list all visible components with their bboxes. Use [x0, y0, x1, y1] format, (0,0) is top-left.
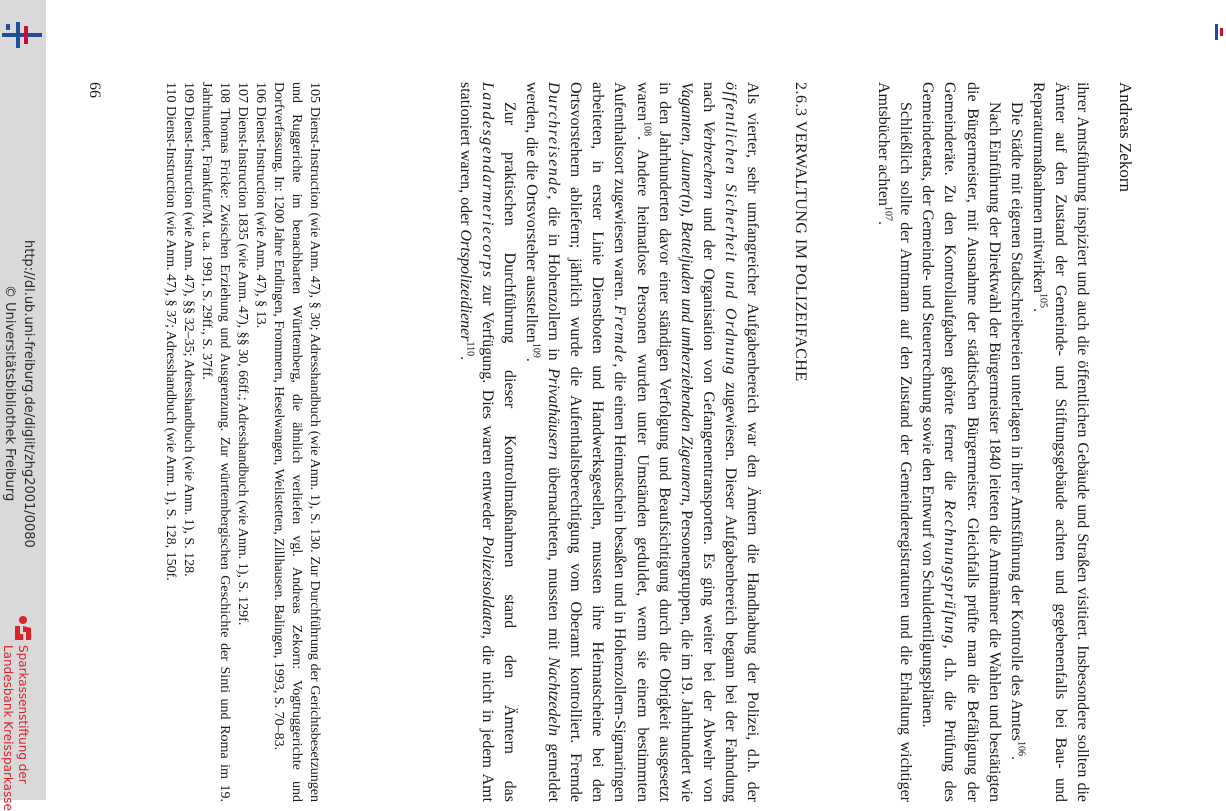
paragraph: Die Städte mit eigenen Stadtschreibereien unterlagen in ihrer Amtsführung der Kontrolle des Amtes$^{106}$.: [1007, 102, 1027, 760]
footnote: 105 Dienst-Instruction (wie Anm. 47), § 30; Adresshandbuch (wie Anm. 1), S. 130. Zur Durchführung der Gerichtsbesetzungen und Ruggerichte im benachbarten Württemberg, die ähnlich verliefen vgl. Andreas Zekorn: Vogtruggerichte und Dorfverfassung. In: 1200 Jahre Endingen, Frommern, Heselwangen, Weilstetten, Zillhausen. Balingen, 1993, S. 70–83.: [271, 82, 322, 802]
sparkasse-logo-icon: [12, 614, 34, 644]
footnote: 106 Dienst-Instruction (wie Anm. 47), § 13.: [253, 82, 268, 329]
body-text-upper: [872, 82, 1093, 802]
paragraph: ihrer Amtsführung inspiziert und auch die öffentlichen Gebäude und Straßen visitiert. Insbesondere sollten die Ämter auf den Zustand der Gemeinde- und Stiftungsgebäude achten und gegebenenfalls bei Bau- und Reparaturmaßnahmen mitwirken$^{105}$.: [1029, 82, 1091, 802]
footnote: 110 Dienst-Instruction (wie Anm. 47), § 37; Adresshandbuch (wie Anm. 1), S. 128, 150f.: [163, 82, 178, 581]
corner-logo-icon: [1214, 24, 1224, 40]
body-text-lower: [454, 82, 763, 802]
footnote-ref: 107: [882, 205, 894, 221]
footnote-ref: 106: [1015, 740, 1027, 756]
section-heading: 2.6.3 VERWALTUNG IM POLIZEIFACHE: [792, 82, 809, 382]
sponsor-line-1: Sparkassenstiftung der: [16, 645, 30, 784]
footnote: 107 Dienst-Instruction 1835 (wie Anm. 47), §§ 30, 66ff.; Adresshandbuch (wie Anm. 1), S. 129f.: [235, 82, 250, 626]
footnote-ref: 109: [530, 342, 542, 358]
footnotes: [161, 82, 323, 802]
footnote: 108 Thomas Fricke: Zwischen Erziehung und Ausgrenzung. Zur württembergischen Geschichte der Sinti und Roma im 19. Jahrhundert, Frankfurt/M. u.a. 1991, S. 29ff., S. 37ff.: [199, 82, 232, 802]
library-logo-icon: [2, 20, 42, 50]
scanned-page: [39, 82, 1135, 802]
copyright-line: © Universitätsbibliothek Freiburg: [2, 285, 17, 502]
digitization-url[interactable]: http://dl.ub.uni-freiburg.de/diglit/zhg2001/0080: [21, 240, 36, 548]
paragraph: Zur praktischen Durchführung dieser Kontrollmaßnahmen stand den Ämtern das Landesgendarmeriecorps zur Verfügung. Dies waren entweder Polizeisoldaten, die nicht in jedem Amt stationiert waren, oder Ortspolizeidiener$^{110}$.: [456, 82, 518, 803]
footnote-ref: 108: [640, 121, 652, 137]
paragraph: Als vierter, sehr umfangreicher Aufgabenbereich war den Ämtern die Handhabung der Polizei, d.h. der öffentlichen Sicherheit und Ordnung zugewiesen. Dieser Aufgabenbereich begann bei der Fahndung nach Verbrechern und der Organisation von Gefangenentransporten. Es ging weiter bei der Abwehr von Vaganten, Jauner(n), Betteljuden und umherziehenden Zigeunern, Personengruppen, die im 19. Jahrhundert wie in den Jahrhunderten davor einer ständigen Verfolgung und Beaufsichtigung durch die Obrigkeit ausgesetzt waren$^{108}$. Andere heimatlose Personen wurden unter Umständen geduldet, wenn sie einem bestimmten Aufenthaltsort zugewiesen waren. Fremde, die einen Heimatschein besaßen und in Hohenzollern-Sigmaringen arbeiteten, in erster Linie Dienstboten und Handwerksgesellen, mussten ihre Heimatscheine bei den Ortsvorstehern abliefern; jährlich wurde die Aufenthaltsberechtigung vom Oberamt kontrolliert. Fremde Durchreisende, die in Hohenzollern in Privathäusern übernachteten, mussten mit Nachtzedeln gemeldet werden, die die Ortsvorsteher ausstellten$^{109}$.: [523, 82, 761, 803]
paragraph: Schließlich sollte der Amtmann auf den Zustand der Gemeinderegistraturen und die Erhaltung wichtiger Amtsbücher achten$^{107}$.: [875, 82, 915, 802]
paragraph: Nach Einführung der Direktwahl der Bürgermeister 1840 leiteten die Amtmänner die Wahlen und bestätigten die Bürgermeister, mit Ausnahme der städtischen Bürgermeister. Gleichfalls prüfte man die Befähigung der Gemeinderäte. Zu den Kontrollaufgaben gehörte ferner die Rechnungsprüfung, d.h. die Prüfung des Gemeindeetats, der Gemeinde- und Steuerrechnung sowie den Entwurf von Schuldentilgungsplänen.: [919, 82, 1003, 803]
footnote: 109 Dienst-Instruction (wie Anm. 47), §§ 32–35; Adresshandbuch (wie Anm. 1), S. 128.: [181, 82, 196, 577]
footnote-ref: 105: [1037, 293, 1049, 309]
running-head: Andreas Zekorn: [1116, 82, 1135, 192]
sponsor-line-2: Landesbank Kreissparkasse: [1, 645, 15, 811]
page-number: 66: [86, 82, 103, 98]
footnote-ref: 110: [464, 341, 476, 357]
